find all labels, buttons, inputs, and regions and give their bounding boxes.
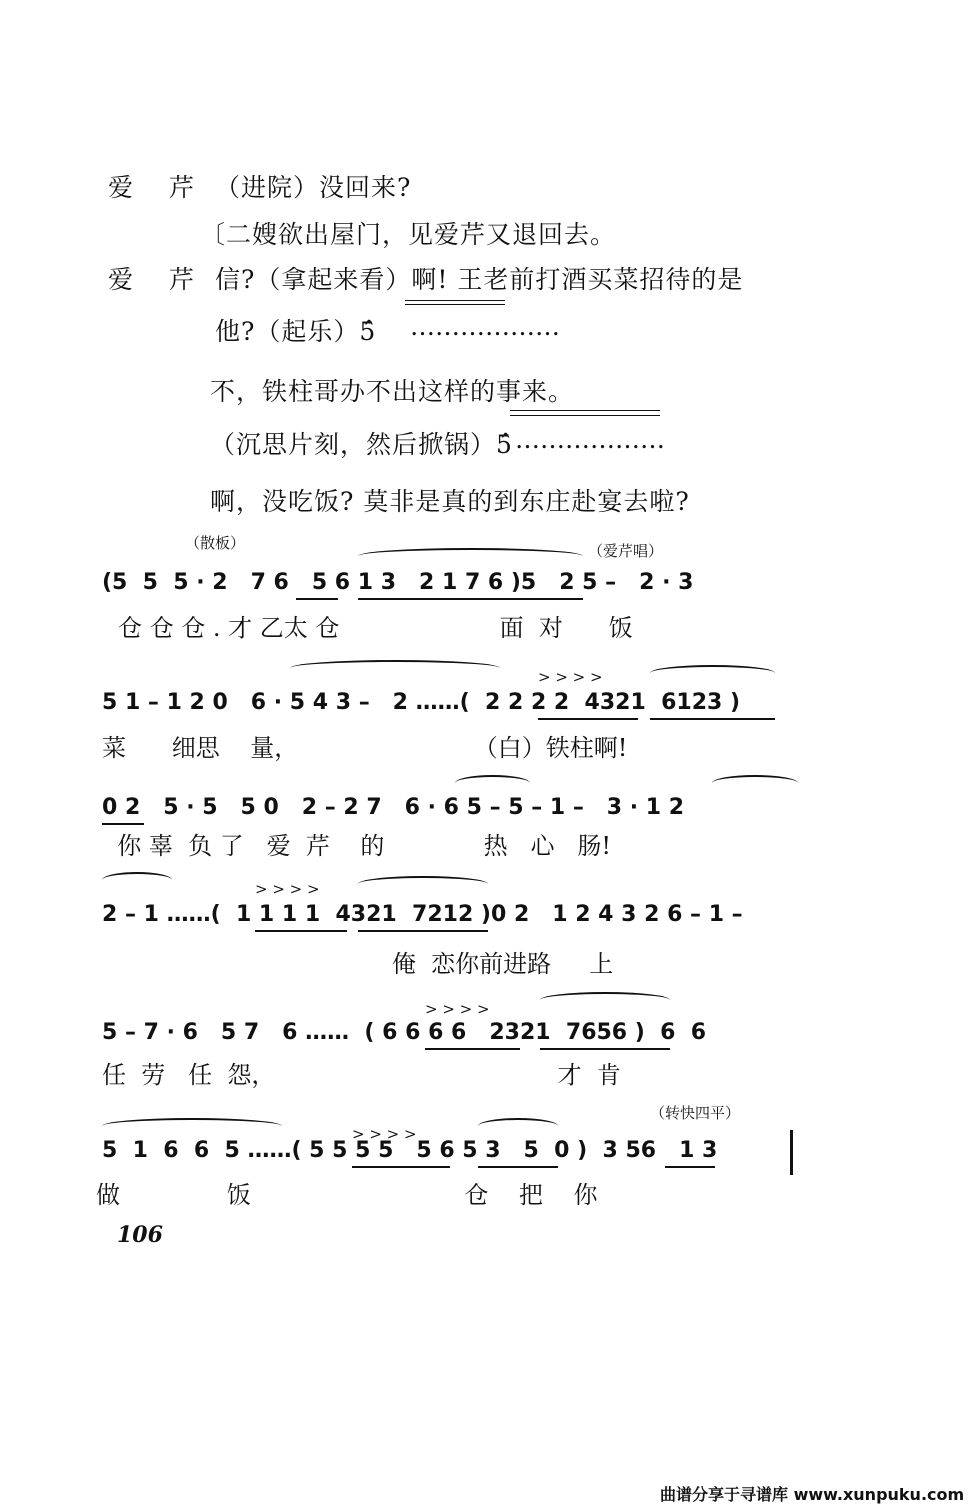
tempo-mark: （转快四平） [650,1104,741,1122]
tempo-mark: （散板） [185,534,246,552]
tremolo-line [405,300,505,301]
beam-line [538,718,638,720]
dotted-leader: ……………… [410,312,560,341]
phrase-slur [712,775,798,783]
phrase-slur [102,872,172,880]
dialogue-line: 啊，没吃饭? 莫非是真的到东庄赴宴去啦? [210,487,690,516]
notation-row: 5 1 – 1 2 0 6 · 5 4 3 – 2 ……( 2 2 2 2 4321 6123 ) [102,690,741,715]
accent-marks: > > > > [255,880,320,898]
lyrics-row: 做 饭 仓 把 你 [96,1181,598,1209]
tremolo-line [510,415,660,416]
stage-direction: 〔二嫂欲出屋门，见爱芹又退回去。 [200,220,617,249]
phrase-slur [478,1118,558,1126]
footer-watermark[interactable]: 曲谱分享于寻谱库 www.xunpuku.com [660,1485,965,1504]
speaker-label: 爱 芹 [108,173,208,202]
phrase-slur [290,660,500,668]
lyrics-row: 任 劳 任 怨， 才 肯 [102,1061,621,1089]
speaker-label: 爱 芹 [108,265,208,294]
tremolo-line [510,410,660,411]
notation-row: 2 – 1 ……( 1 1 1 1 4321 7212 )0 2 1 2 4 3 2 6 – 1 – [102,902,743,927]
accent-marks: > > > > [538,668,603,686]
bar-line [790,1130,793,1175]
phrase-slur [102,1118,282,1126]
tremolo-line [405,304,505,305]
beam-line [255,930,347,932]
dialogue-line: 信?（拿起来看）啊! 王老前打酒买菜招待的是 [215,265,744,294]
dialogue-line: 他?（起乐）5̂ [215,317,377,346]
beam-line [102,823,144,825]
phrase-slur [358,876,488,884]
phrase-slur [540,992,670,1000]
dialogue-line: 不，铁柱哥办不出这样的事来。 [210,377,575,406]
accent-marks: > > > > [352,1125,417,1143]
notation-row: 5 1 6 6 5 ……( 5 5 5 5 5 6 5 3 5 0 ) 3 56 1 3 [102,1138,718,1163]
beam-line [352,1166,450,1168]
notation-row: (5 5 5 · 2 7 6 5 6 1 3 2 1 7 6 )5 2 5 – 2 · 3 [102,570,694,595]
beam-line [540,1048,670,1050]
dialogue-line: （进院）没回来? [215,173,412,202]
accent-marks: > > > > [425,1000,490,1018]
beam-line [650,718,775,720]
beam-line [425,1048,520,1050]
phrase-slur [455,775,530,783]
singer-mark: （爱芹唱） [588,542,664,560]
lyrics-row: 俺 恋你前进路 上 [102,950,614,978]
lyrics-row: 菜 细思 量， （白）铁柱啊! [102,734,628,762]
dialogue-line: （沉思片刻，然后掀锅）5̂ [210,430,513,459]
beam-line [296,598,338,600]
lyrics-row: 你 辜 负 了 爱 芹 的 热 心 肠! [102,832,612,860]
phrase-slur [358,548,583,556]
phrase-slur [650,665,775,673]
beam-line [358,598,583,600]
notation-row: 0 2 5 · 5 5 0 2 – 2 7 6 · 6 5 – 5 – 1 – 3 · 1 2 [102,795,685,820]
page-number: 106 [117,1222,163,1248]
lyrics-row: 仓 仓 仓 . 才 乙太 仓 面 对 饭 [118,614,633,642]
dotted-leader: ……………… [515,425,665,454]
notation-row: 5 – 7 · 6 5 7 6 …… ( 6 6 6 6 2321 7656 ) 6 6 [102,1020,707,1045]
beam-line [665,1166,715,1168]
beam-line [358,930,488,932]
beam-line [478,1166,558,1168]
